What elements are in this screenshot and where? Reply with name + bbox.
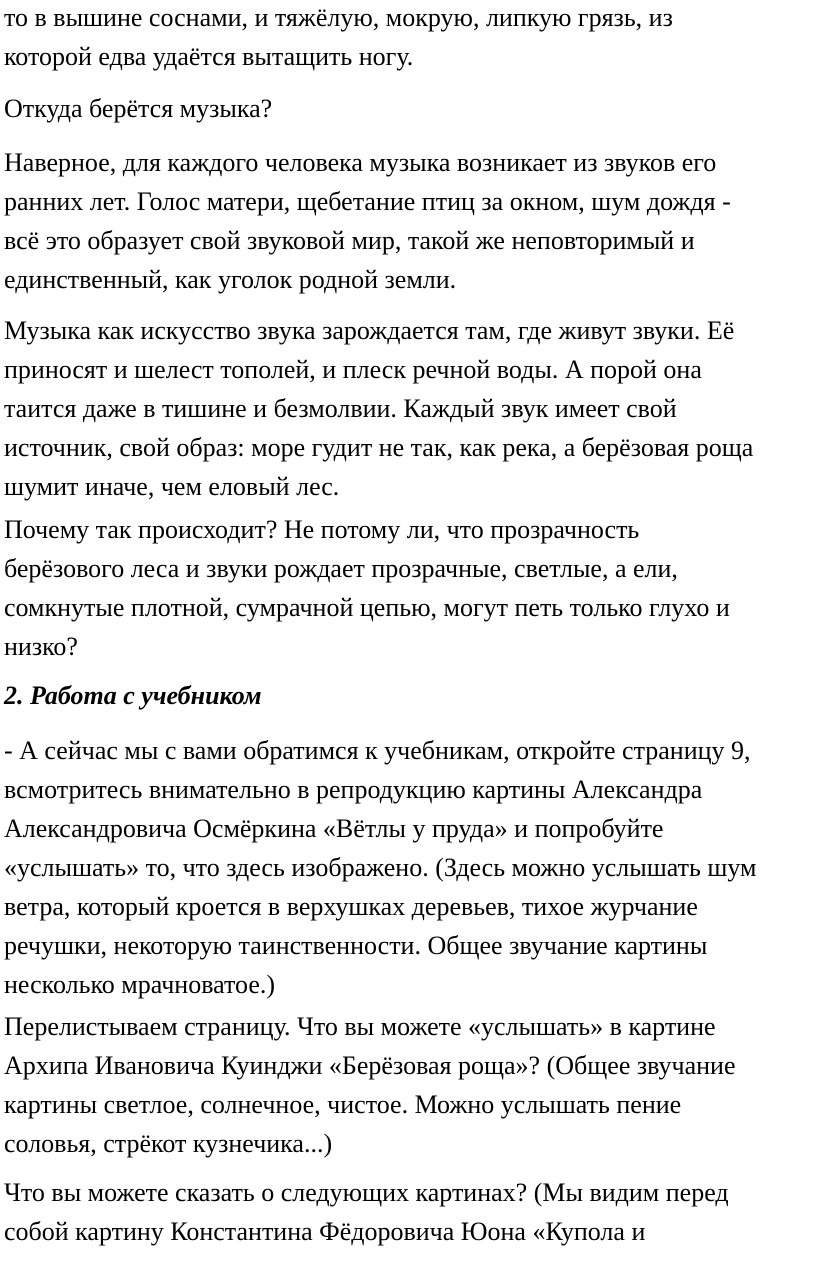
- text-line: - А сейчас мы с вами обратимся к учебникам, откройте страницу 9,: [4, 736, 751, 765]
- paragraph: [4, 731, 812, 1004]
- text-line: таится даже в тишине и безмолвии. Каждый звук имеет свой: [4, 394, 677, 423]
- text-line: сомкнутые плотной, сумрачной цепью, могут петь только глухо и: [4, 593, 730, 622]
- text-line: Откуда берётся музыка?: [4, 94, 273, 123]
- text-line: низко?: [4, 632, 78, 661]
- text-line: ранних лет. Голос матери, щебетание птиц за окном, шум дождя -: [4, 187, 731, 216]
- text-line: всё это образует свой звуковой мир, такой же неповторимый и: [4, 226, 695, 255]
- text-line: которой едва удаётся вытащить ногу.: [4, 42, 414, 71]
- text-line: приносят и шелест тополей, и плеск речной воды. А порой она: [4, 355, 702, 384]
- text-line: Музыка как искусство звука зарождается там, где живут звуки. Её: [4, 316, 735, 345]
- text-line: ветра, который кроется в верхушках деревьев, тихое журчание: [4, 892, 698, 921]
- text-line: Перелистываем страницу. Что вы можете «услышать» в картине: [4, 1012, 716, 1041]
- text-line: собой картину Константина Фёдоровича Юона «Купола и: [4, 1217, 646, 1246]
- text-line: «услышать» то, что здесь изображено. (Здесь можно услышать шум: [4, 853, 757, 882]
- text-line: несколько мрачноватое.): [4, 970, 276, 999]
- text-line: Александровича Осмёркина «Вётлы у пруда» и попробуйте: [4, 814, 664, 843]
- text-line: Архипа Ивановича Куинджи «Берёзовая роща»? (Общее звучание: [4, 1051, 736, 1080]
- section-heading: [4, 676, 812, 715]
- text-line: картины светлое, солнечное, чистое. Можно услышать пение: [4, 1090, 682, 1119]
- text-line: речушки, некоторую таинственности. Общее звучание картины: [4, 931, 708, 960]
- paragraph: [4, 510, 812, 666]
- text-line: Наверное, для каждого человека музыка возникает из звуков его: [4, 148, 717, 177]
- text-line: Что вы можете сказать о следующих картинах? (Мы видим перед: [4, 1178, 729, 1207]
- paragraph: [4, 143, 812, 299]
- text-line: шумит иначе, чем еловый лес.: [4, 472, 340, 501]
- text-line: всмотритесь внимательно в репродукцию картины Александра: [4, 775, 703, 804]
- paragraph: [4, 311, 812, 506]
- paragraph: [4, 0, 812, 76]
- text-line: единственный, как уголок родной земли.: [4, 265, 457, 294]
- paragraph: [4, 89, 812, 128]
- text-line: берёзового леса и звуки рождает прозрачные, светлые, а ели,: [4, 554, 678, 583]
- text-line: то в вышине соснами, и тяжёлую, мокрую, липкую грязь, из: [4, 3, 673, 32]
- paragraph: [4, 1007, 812, 1163]
- text-line: соловья, стрёкот кузнечика...): [4, 1129, 333, 1158]
- section-heading-text: 2. Работа с учебником: [4, 681, 262, 710]
- text-line: источник, свой образ: море гудит не так, как река, а берёзовая роща: [4, 433, 754, 462]
- paragraph: [4, 1173, 812, 1251]
- text-line: Почему так происходит? Не потому ли, что прозрачность: [4, 515, 640, 544]
